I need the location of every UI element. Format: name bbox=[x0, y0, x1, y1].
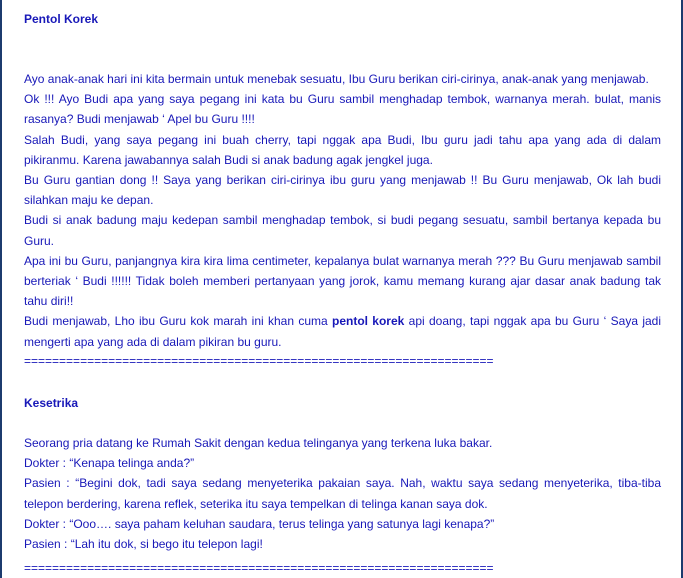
paragraph: Pasien : “Lah itu dok, si bego itu telepon lagi! bbox=[24, 537, 263, 552]
paragraph bbox=[24, 311, 661, 351]
text: api doang, tapi nggak apa bu Guru ‘ Saya jadi mengerti apa yang ada di dalam pikiran bu guru. bbox=[24, 314, 661, 349]
text: Budi menjawab, Lho ibu Guru kok marah ini khan cuma bbox=[24, 314, 332, 329]
paragraph: Ok !!! Ayo Budi apa yang saya pegang ini kata bu Guru sambil menghadap tembok, warnanya merah. bulat, manis rasanya? Budi menjawab ‘ Apel bu Guru !!!! bbox=[24, 92, 661, 127]
separator-line: =================================================================== bbox=[24, 561, 494, 575]
paragraph: Ayo anak-anak hari ini kita bermain untuk menebak sesuatu, Ibu Guru berikan ciri-cirinya, anak-anak yang menjawab. bbox=[24, 72, 649, 86]
bold-text: pentol korek bbox=[331, 314, 405, 329]
paragraph: Apa ini bu Guru, panjangnya kira kira lima centimeter, kepalanya bulat warnanya merah ??? Bu Guru menjawab sambil berteriak ‘ Budi !!!!!! Tidak boleh memberi pertanyaan yang jorok, kamu memang kurang ajar dasar anak badung tak tahu diri!! bbox=[24, 253, 661, 309]
paragraph: Dokter : “Ooo…. saya paham keluhan saudara, terus telinga yang satunya lagi kenapa?” bbox=[24, 516, 495, 531]
paragraph: Bu Guru gantian dong !! Saya yang berikan ciri-cirinya ibu guru yang menjawab !! Bu Guru menjawab, Ok lah budi silahkan maju ke depan. bbox=[24, 173, 661, 208]
paragraph: Seorang pria datang ke Rumah Sakit dengan kedua telinganya yang terkena luka bakar. bbox=[24, 436, 493, 450]
story-body-pentol-korek bbox=[24, 69, 661, 352]
story-body-kesetrika bbox=[24, 433, 661, 554]
paragraph: Pasien : “Begini dok, tadi saya sedang menyeterika pakaian saya. Nah, waktu saya sedang menyeterika, tiba-tiba telepon berdering, karena reflek, seterika itu saya tempelkan di telinga kanan saya dok. bbox=[24, 476, 661, 511]
story-title-kesetrika: Kesetrika bbox=[24, 396, 79, 410]
paragraph: Dokter : “Kenapa telinga anda?” bbox=[24, 456, 195, 471]
separator-line: =================================================================== bbox=[24, 354, 494, 368]
paragraph: Budi si anak badung maju kedepan sambil menghadap tembok, si budi pegang sesuatu, sambil bertanya kepada bu Guru. bbox=[24, 213, 661, 248]
story-title-pentol-korek: Pentol Korek bbox=[24, 12, 99, 26]
paragraph: Salah Budi, yang saya pegang ini buah cherry, tapi nggak apa Budi, Ibu guru jadi tahu apa yang ada di dalam pikiranmu. Karena jawabannya salah Budi si anak badung agak jengkel juga. bbox=[24, 132, 661, 167]
